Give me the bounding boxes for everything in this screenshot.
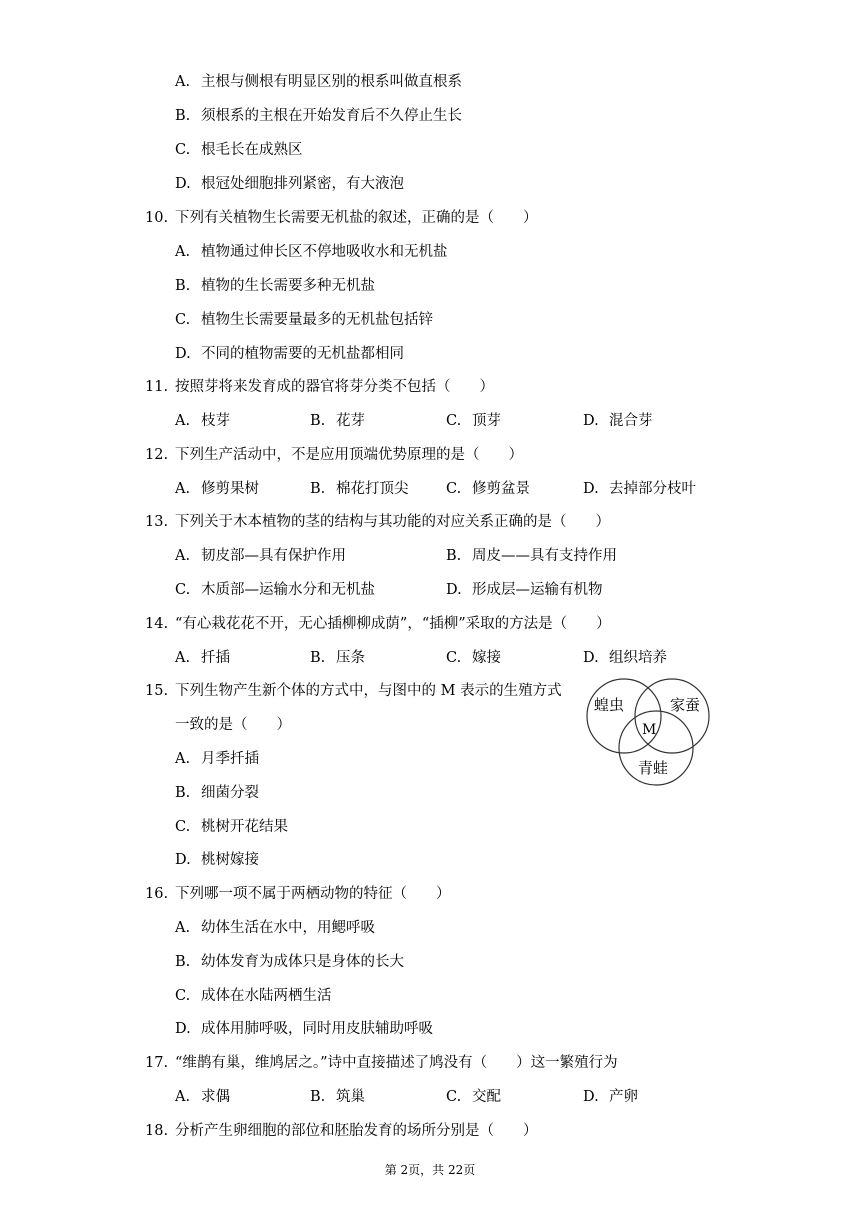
venn-circle-right [635,679,709,753]
venn-label-left: 蝗虫 [594,696,625,714]
q14-option-d: D. 组织培养 [583,650,667,666]
q15-option-a: A. 月季扦插 [175,751,259,767]
q16-option-a: A. 幼体生活在水中，用鳃呼吸 [175,920,375,936]
q13-option-a: A. 韧皮部—具有保护作用 [175,548,346,564]
q10-option-b: B. 植物的生长需要多种无机盐 [175,278,375,294]
q11-option-a: A. 枝芽 [175,413,230,429]
q12-stem: 12. 下列生产活动中，不是应用顶端优势原理的是（ ） [145,447,523,463]
page-footer: 第 2页，共 22页 [384,1163,476,1177]
q9-option-c: C. 根毛长在成熟区 [175,142,303,158]
q15-option-d: D. 桃树嫁接 [175,852,259,868]
q16-option-c: C. 成体在水陆两栖生活 [175,988,332,1004]
q15-option-c: C. 桃树开花结果 [175,819,288,835]
q12-option-b: B. 棉花打顶尖 [310,481,409,497]
q10-stem: 10. 下列有关植物生长需要无机盐的叙述，正确的是（ ） [145,210,538,226]
q16-option-b: B. 幼体发育为成体只是身体的长大 [175,954,404,970]
q16-option-d: D. 成体用肺呼吸，同时用皮肤辅助呼吸 [175,1021,433,1037]
q9-option-d: D. 根冠处细胞排列紧密，有大液泡 [175,176,404,192]
q10-option-d: D. 不同的植物需要的无机盐都相同 [175,346,404,362]
q10-option-a: A. 植物通过伸长区不停地吸收水和无机盐 [175,244,448,260]
q16-stem: 16. 下列哪一项不属于两栖动物的特征（ ） [145,886,451,902]
q17-option-a: A. 求偶 [175,1089,230,1105]
q17-option-d: D. 产卵 [583,1089,638,1105]
q10-option-c: C. 植物生长需要量最多的无机盐包括锌 [175,312,433,328]
q14-option-a: A. 扦插 [175,650,230,666]
q11-option-c: C. 顶芽 [446,413,501,429]
q14-stem: 14. “有心栽花花不开，无心插柳柳成荫”，“插柳”采取的方法是（ ） [145,616,611,632]
q15-option-b: B. 细菌分裂 [175,785,259,801]
q13-stem: 13. 下列关于木本植物的茎的结构与其功能的对应关系正确的是（ ） [145,514,610,530]
q14-option-c: C. 嫁接 [446,650,501,666]
q12-option-d: D. 去掉部分枝叶 [583,481,696,497]
q17-stem: 17. “维鹊有巢，维鸠居之。”诗中直接描述了鸠没有（ ）这一繁殖行为 [145,1055,618,1071]
q13-option-d: D. 形成层—运输有机物 [446,582,603,598]
q17-option-b: B. 筑巢 [310,1089,365,1105]
venn-label-bottom: 青蛙 [638,759,669,777]
q15-venn-diagram [584,672,718,792]
venn-circle-left [587,679,661,753]
venn-label-right: 家蚕 [670,696,701,714]
q11-option-b: B. 花芽 [310,413,365,429]
q9-option-a: A. 主根与侧根有明显区别的根系叫做直根系 [175,74,462,90]
q15-stem-line1: 15. 下列生物产生新个体的方式中，与图中的 M 表示的生殖方式 [145,683,562,699]
q12-option-c: C. 修剪盆景 [446,481,530,497]
q15-stem-line2: 一致的是（ ） [175,717,291,733]
q18-stem: 18. 分析产生卵细胞的部位和胚胎发育的场所分别是（ ） [145,1123,538,1139]
q11-stem: 11. 按照芽将来发育成的器官将芽分类不包括（ ） [145,379,494,395]
q12-option-a: A. 修剪果树 [175,481,259,497]
q17-option-c: C. 交配 [446,1089,501,1105]
venn-label-center: M [642,722,657,738]
q9-option-b: B. 须根系的主根在开始发育后不久停止生长 [175,108,462,124]
q13-option-c: C. 木质部—运输水分和无机盐 [175,582,375,598]
q11-option-d: D. 混合芽 [583,413,653,429]
q13-option-b: B. 周皮——具有支持作用 [446,548,617,564]
q14-option-b: B. 压条 [310,650,365,666]
